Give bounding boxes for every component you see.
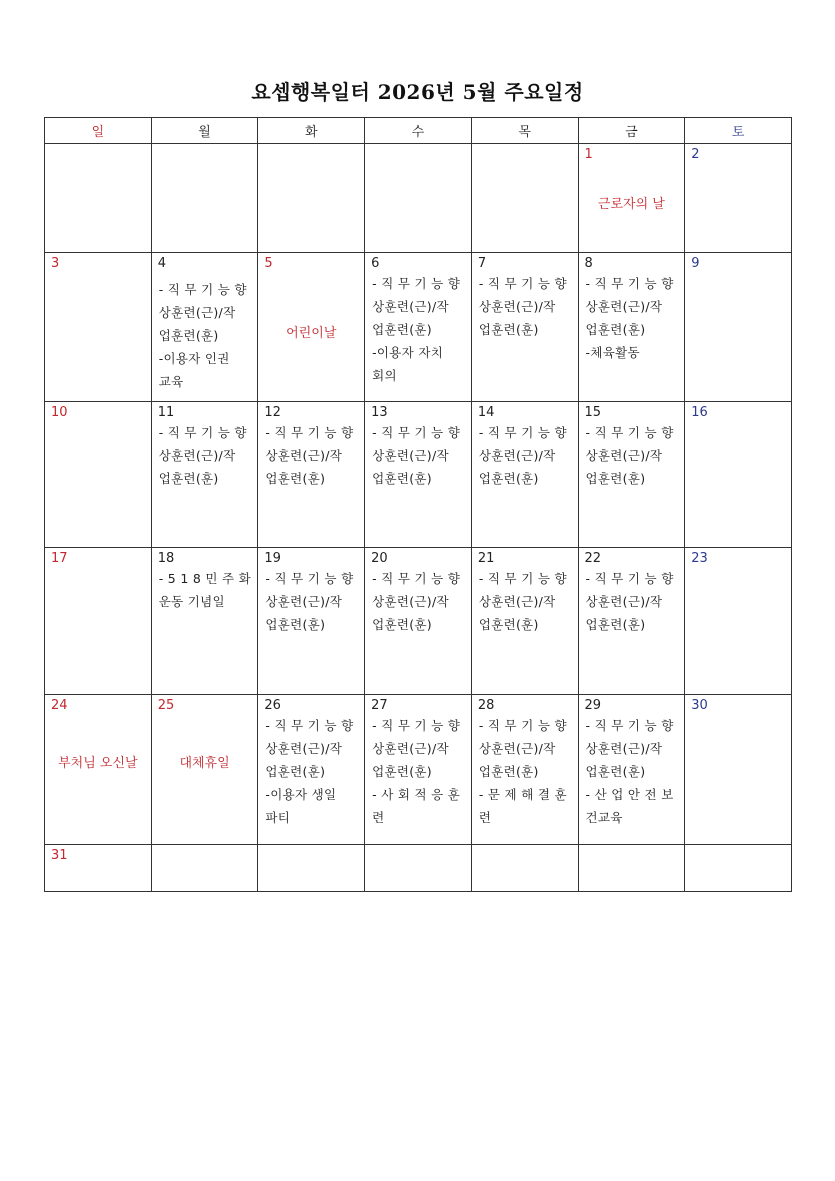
weekday-tuesday: 화 [258,118,365,144]
calendar-cell [45,402,152,548]
week-row-3 [45,402,792,548]
calendar-cell [365,548,472,695]
day-number: 15 [584,405,602,420]
calendar-cell [258,253,365,402]
calendar-cell [578,144,685,253]
calendar-table [44,117,792,892]
day-number: 10 [51,405,68,420]
day-number: 13 [371,405,388,420]
day-number: 9 [691,256,700,271]
week-row-4 [45,548,792,695]
day-number: 31 [51,848,68,863]
event-text: - 직 무 기 능 향 상훈련(근)/작 업훈련(훈) [478,276,567,337]
weekday-thursday: 목 [471,118,578,144]
calendar-cell [471,144,578,253]
calendar-cell [258,402,365,548]
calendar-cell [45,253,152,402]
calendar-cell [151,402,258,548]
day-number: 5 [264,256,273,271]
calendar-cell [365,253,472,402]
day-number: 12 [264,405,281,420]
weekday-sunday: 일 [45,118,152,144]
day-number: 19 [264,551,281,566]
calendar-cell [685,402,792,548]
calendar-cell [151,548,258,695]
day-number: 18 [157,551,175,566]
day-number: 23 [691,551,708,566]
holiday-label: 어린이날 [286,326,337,341]
calendar-cell [471,845,578,892]
day-number: 11 [157,405,175,420]
day-number: 4 [157,256,166,271]
event-text: - 직 무 기 능 향 상훈련(근)/작 업훈련(훈) - 사 회 적 응 훈 련 [372,718,461,825]
day-number: 27 [371,698,388,713]
event-text: - 직 무 기 능 향 상훈련(근)/작 업훈련(훈) - 산 업 안 전 보 건교육 [585,718,674,825]
calendar-cell [365,695,472,845]
day-number: 24 [51,698,68,713]
calendar-cell [151,845,258,892]
event-text: - 직 무 기 능 향 상훈련(근)/작 업훈련(훈) [372,425,461,486]
week-row-6 [45,845,792,892]
week-row-1 [45,144,792,253]
calendar-cell [685,548,792,695]
calendar-cell [685,845,792,892]
calendar-cell [45,695,152,845]
calendar-cell [471,695,578,845]
day-number: 2 [691,147,700,162]
calendar-cell [258,548,365,695]
event-text: - 직 무 기 능 향 상훈련(근)/작 업훈련(훈) [265,425,354,486]
calendar-cell [578,253,685,402]
event-text: - 직 무 기 능 향 상훈련(근)/작 업훈련(훈) [265,571,354,632]
calendar-cell [45,548,152,695]
event-text: - 직 무 기 능 향 상훈련(근)/작 업훈련(훈) [478,425,567,486]
day-number: 28 [477,698,495,713]
event-text: - 직 무 기 능 향 상훈련(근)/작 업훈련(훈) [158,425,247,486]
week-row-5 [45,695,792,845]
event-text: - 5 1 8 민 주 화 운동 기념일 [158,571,252,609]
day-number: 6 [371,256,380,271]
calendar-cell [685,144,792,253]
weekday-header-row [45,118,792,144]
calendar-cell [685,253,792,402]
calendar-cell [258,695,365,845]
calendar-cell [578,695,685,845]
day-number: 22 [584,551,602,566]
calendar-cell [685,695,792,845]
calendar-cell [258,845,365,892]
calendar-cell [578,548,685,695]
weekday-saturday: 토 [685,118,792,144]
event-text: - 직 무 기 능 향 상훈련(근)/작 업훈련(훈) -이용자 생일 파티 [265,718,354,825]
event-text: - 직 무 기 능 향 상훈련(근)/작 업훈련(훈) -이용자 인권 교육 [158,282,247,389]
weekday-friday: 금 [578,118,685,144]
event-text: - 직 무 기 능 향 상훈련(근)/작 업훈련(훈) [478,571,567,632]
holiday-label: 근로자의 날 [597,197,665,212]
day-number: 21 [477,551,495,566]
day-number: 1 [584,147,593,162]
day-number: 20 [371,551,388,566]
calendar-cell [258,144,365,253]
day-number: 30 [691,698,708,713]
holiday-label: 대체휴일 [179,756,230,771]
day-number: 25 [157,698,175,713]
day-number: 7 [477,256,487,271]
day-number: 14 [477,405,495,420]
calendar-cell [45,144,152,253]
event-text: - 직 무 기 능 향 상훈련(근)/작 업훈련(훈) - 문 제 해 결 훈 련 [478,718,567,825]
event-text: - 직 무 기 능 향 상훈련(근)/작 업훈련(훈) [585,571,674,632]
day-number: 29 [584,698,602,713]
calendar-cell [578,845,685,892]
page-title: 요셉행복일터 2026년 5월 주요일정 [251,80,584,104]
event-text: - 직 무 기 능 향 상훈련(근)/작 업훈련(훈) -이용자 자치 회의 [372,276,461,383]
event-text: - 직 무 기 능 향 상훈련(근)/작 업훈련(훈) [585,425,674,486]
day-number: 17 [51,551,68,566]
event-text: - 직 무 기 능 향 상훈련(근)/작 업훈련(훈) -체육활동 [585,276,674,360]
calendar-cell [578,402,685,548]
calendar-cell [365,845,472,892]
calendar-cell [365,144,472,253]
calendar-cell [45,845,152,892]
calendar-cell [151,695,258,845]
day-number: 3 [51,256,60,271]
calendar-cell [471,548,578,695]
event-text: - 직 무 기 능 향 상훈련(근)/작 업훈련(훈) [372,571,461,632]
weekday-wednesday: 수 [365,118,472,144]
calendar-cell [365,402,472,548]
calendar-cell [151,144,258,253]
day-number: 16 [691,405,708,420]
week-row-2 [45,253,792,402]
day-number: 26 [264,698,281,713]
calendar-cell [471,402,578,548]
calendar-cell [471,253,578,402]
day-number: 8 [584,256,593,271]
calendar-cell [151,253,258,402]
holiday-label: 부처님 오신날 [58,756,138,771]
weekday-monday: 월 [151,118,258,144]
